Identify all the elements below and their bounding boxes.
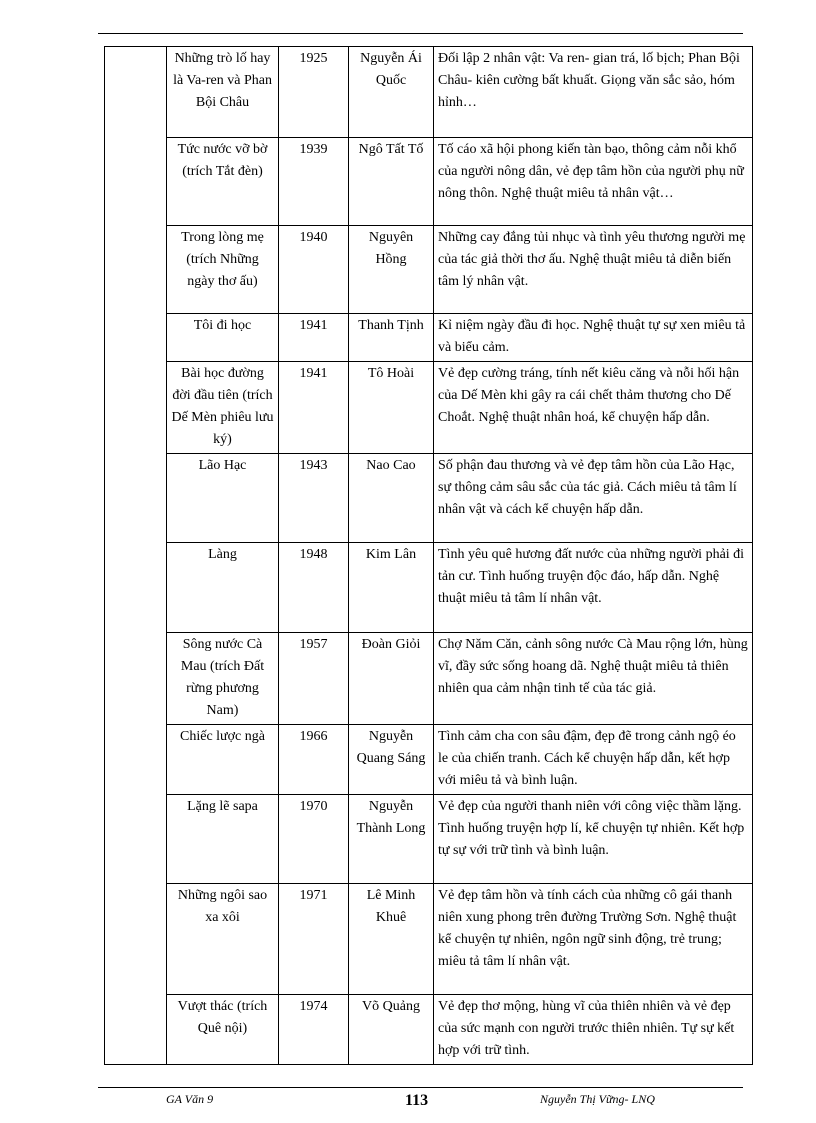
table-row xyxy=(105,47,753,138)
work-title: Tôi đi học xyxy=(167,314,279,362)
work-content: Tình cảm cha con sâu đậm, đẹp đẽ trong cảnh ngộ éo le của chiến tranh. Cách kể chuyện hấp dẫn, kết hợp với miêu tả và bình luận. xyxy=(434,725,753,795)
work-author: Võ Quảng xyxy=(349,995,434,1065)
work-title: Những trò lố hay là Va-ren và Phan Bội Châu xyxy=(167,47,279,138)
work-author: Ngô Tất Tố xyxy=(349,138,434,226)
work-content: Những cay đắng tủi nhục và tình yêu thương người mẹ của tác giả thời thơ ấu. Nghệ thuật miêu tả diễn biến tâm lý nhân vật. xyxy=(434,226,753,314)
work-title: Chiếc lược ngà xyxy=(167,725,279,795)
work-author: Nguyễn Thành Long xyxy=(349,795,434,884)
table-row xyxy=(105,725,753,795)
work-title: Làng xyxy=(167,543,279,633)
table-row xyxy=(105,633,753,725)
work-author: Tô Hoài xyxy=(349,362,434,454)
work-author: Thanh Tịnh xyxy=(349,314,434,362)
table-row xyxy=(105,138,753,226)
work-year: 1957 xyxy=(279,633,349,725)
work-content: Tố cáo xã hội phong kiến tàn bạo, thông cảm nỗi khổ của người nông dân, vẻ đẹp tâm hồn của người phụ nữ nông thôn. Nghệ thuật miêu tả nhân vật… xyxy=(434,138,753,226)
work-title: Trong lòng mẹ (trích Những ngày thơ ấu) xyxy=(167,226,279,314)
work-author: Nao Cao xyxy=(349,454,434,543)
table-row xyxy=(105,543,753,633)
work-title: Lặng lẽ sapa xyxy=(167,795,279,884)
work-year: 1941 xyxy=(279,314,349,362)
work-year: 1974 xyxy=(279,995,349,1065)
table-row xyxy=(105,362,753,454)
work-year: 1966 xyxy=(279,725,349,795)
table-row xyxy=(105,314,753,362)
work-year: 1971 xyxy=(279,884,349,995)
work-content: Kỉ niệm ngày đầu đi học. Nghệ thuật tự sự xen miêu tả và biểu cảm. xyxy=(434,314,753,362)
footer-rule xyxy=(98,1087,743,1088)
work-content: Tình yêu quê hương đất nước của những người phải đi tản cư. Tình huống truyện độc đáo, hấp dẫn. Nghệ thuật miêu tả tâm lí nhân vật. xyxy=(434,543,753,633)
work-title: Bài học đường đời đầu tiên (trích Dế Mèn phiêu lưu ký) xyxy=(167,362,279,454)
work-year: 1925 xyxy=(279,47,349,138)
table-row xyxy=(105,795,753,884)
work-year: 1970 xyxy=(279,795,349,884)
work-title: Tức nước vỡ bờ (trích Tắt đèn) xyxy=(167,138,279,226)
work-author: Nguyễn Quang Sáng xyxy=(349,725,434,795)
work-author: Nguyên Hồng xyxy=(349,226,434,314)
footer-author: Nguyễn Thị Vững- LNQ xyxy=(540,1092,655,1106)
table-row xyxy=(105,226,753,314)
table-row xyxy=(105,454,753,543)
work-author: Lê Minh Khuê xyxy=(349,884,434,995)
work-title: Sông nước Cà Mau (trích Đất rừng phương Nam) xyxy=(167,633,279,725)
work-content: Vẻ đẹp tâm hồn và tính cách của những cô gái thanh niên xung phong trên đường Trường Sơn. Nghệ thuật kể chuyện tự nhiên, ngôn ngữ sinh động, trẻ trung; miêu tả tâm lí nhân vật. xyxy=(434,884,753,995)
work-content: Vẻ đẹp thơ mộng, hùng vĩ của thiên nhiên và vẻ đẹp của sức mạnh con người trước thiên nhiên. Tự sự kết hợp với trữ tình. xyxy=(434,995,753,1065)
work-year: 1940 xyxy=(279,226,349,314)
work-title: Vượt thác (trích Quê nội) xyxy=(167,995,279,1065)
work-author: Kim Lân xyxy=(349,543,434,633)
page-number: 113 xyxy=(405,1092,429,1109)
work-year: 1948 xyxy=(279,543,349,633)
work-title: Lão Hạc xyxy=(167,454,279,543)
work-year: 1943 xyxy=(279,454,349,543)
work-year: 1941 xyxy=(279,362,349,454)
work-title: Những ngôi sao xa xôi xyxy=(167,884,279,995)
footer-course: GA Văn 9 xyxy=(166,1092,214,1106)
genre-column-cell xyxy=(105,47,167,1065)
work-author: Đoàn Giỏi xyxy=(349,633,434,725)
table-row xyxy=(105,995,753,1065)
work-content: Số phận đau thương và vẻ đẹp tâm hồn của Lão Hạc, sự thông cảm sâu sắc của tác giả. Cách miêu tả tâm lí nhân vật và cách kể chuyện hấp dẫn. xyxy=(434,454,753,543)
work-content: Vẻ đẹp của người thanh niên với công việc thầm lặng. Tình huống truyện hợp lí, kể chuyện tự nhiên. Kết hợp tự sự với trữ tình và bình luận. xyxy=(434,795,753,884)
work-content: Đối lập 2 nhân vật: Va ren- gian trá, lố bịch; Phan Bội Châu- kiên cường bất khuất. Giọng văn sắc sảo, hóm hỉnh… xyxy=(434,47,753,138)
work-author: Nguyễn Ái Quốc xyxy=(349,47,434,138)
work-content: Chợ Năm Căn, cảnh sông nước Cà Mau rộng lớn, hùng vĩ, đầy sức sống hoang dã. Nghệ thuật miêu tả thiên nhiên qua cảm nhận tinh tế của tác giả. xyxy=(434,633,753,725)
work-content: Vẻ đẹp cường tráng, tính nết kiêu căng và nỗi hối hận của Dế Mèn khi gây ra cái chết thảm thương cho Dế Choắt. Nghệ thuật nhân hoá, kể chuyện hấp dẫn. xyxy=(434,362,753,454)
literature-table xyxy=(104,46,753,1065)
work-year: 1939 xyxy=(279,138,349,226)
table-row xyxy=(105,884,753,995)
header-rule xyxy=(98,33,743,34)
